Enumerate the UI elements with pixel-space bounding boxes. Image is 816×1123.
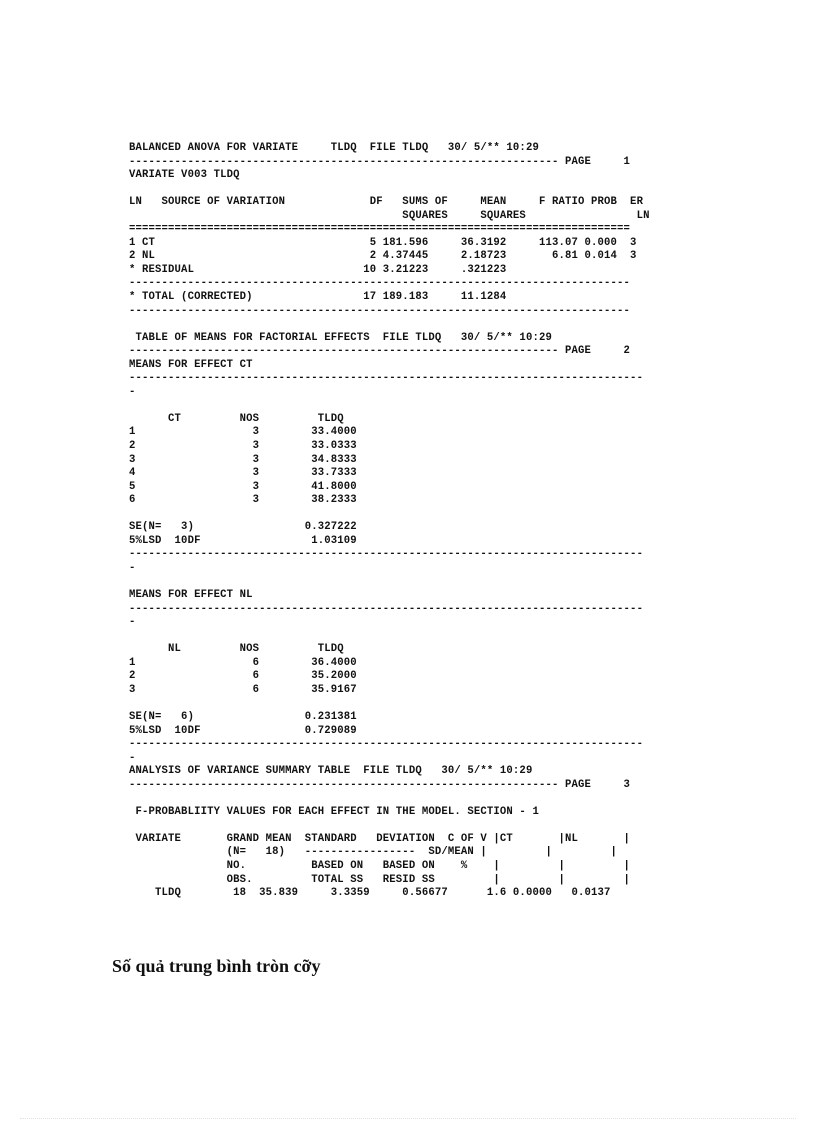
listing-line: ------------------------------------------------------------------------------- <box>129 372 644 385</box>
listing-line: TLDQ 18 35.839 3.3359 0.56677 1.6 0.0000 0.0137 <box>129 887 611 900</box>
anova-output-listing <box>129 142 650 901</box>
listing-line: 5%LSD 10DF 0.729089 <box>129 724 357 737</box>
listing-line: ------------------------------------------------------------------------------- <box>129 548 644 561</box>
listing-line: OBS. TOTAL SS RESID SS | | | <box>129 873 631 886</box>
listing-line: - <box>129 385 136 398</box>
listing-line: MEANS FOR EFFECT NL <box>129 589 253 602</box>
listing-line: ------------------------------------------------------------------------------- <box>129 738 644 751</box>
listing-line: ----------------------------------------------------------------------------- <box>129 304 631 317</box>
listing-line: 1 3 33.4000 <box>129 426 357 439</box>
listing-line: SE(N= 3) 0.327222 <box>129 521 357 534</box>
listing-line: CT NOS TLDQ <box>129 412 344 425</box>
listing-line: ------------------------------------------------------------------------------- <box>129 602 644 615</box>
listing-line: SE(N= 6) 0.231381 <box>129 710 357 723</box>
listing-line: NO. BASED ON BASED ON % | | | <box>129 859 631 872</box>
listing-line: F-PROBABLIITY VALUES FOR EACH EFFECT IN THE MODEL. SECTION - 1 <box>129 805 539 818</box>
listing-line: (N= 18) ----------------- SD/MEAN | | | <box>129 846 618 859</box>
listing-line: - <box>129 561 136 574</box>
listing-line: 2 NL 2 4.37445 2.18723 6.81 0.014 3 <box>129 250 637 263</box>
listing-line: TABLE OF MEANS FOR FACTORIAL EFFECTS FILE TLDQ 30/ 5/** 10:29 <box>129 331 552 344</box>
page-bottom-rule <box>20 1118 796 1119</box>
listing-line: * TOTAL (CORRECTED) 17 189.183 11.1284 <box>129 291 507 304</box>
listing-line: 5%LSD 10DF 1.03109 <box>129 534 357 547</box>
listing-line: VARIATE GRAND MEAN STANDARD DEVIATION C OF V |CT |NL | <box>129 832 631 845</box>
listing-line: 6 3 38.2333 <box>129 494 357 507</box>
listing-line: ------------------------------------------------------------------ PAGE 1 <box>129 155 631 168</box>
listing-line: - <box>129 751 136 764</box>
listing-line: 2 3 33.0333 <box>129 440 357 453</box>
listing-line: 3 6 35.9167 <box>129 683 357 696</box>
listing-line: VARIATE V003 TLDQ <box>129 169 240 182</box>
listing-line: ANALYSIS OF VARIANCE SUMMARY TABLE FILE TLDQ 30/ 5/** 10:29 <box>129 765 533 778</box>
listing-line: ============================================================================= <box>129 223 631 236</box>
listing-line: ------------------------------------------------------------------ PAGE 2 <box>129 345 631 358</box>
listing-line: BALANCED ANOVA FOR VARIATE TLDQ FILE TLDQ 30/ 5/** 10:29 <box>129 142 539 154</box>
listing-line: LN SOURCE OF VARIATION DF SUMS OF MEAN F RATIO PROB ER <box>129 196 644 209</box>
listing-line: NL NOS TLDQ <box>129 643 344 656</box>
listing-line: - <box>129 616 136 629</box>
listing-line: 3 3 34.8333 <box>129 453 357 466</box>
section-caption: Số quả trung bình tròn cỡy <box>112 956 321 976</box>
listing-line: ------------------------------------------------------------------ PAGE 3 <box>129 778 631 791</box>
listing-line: 5 3 41.8000 <box>129 480 357 493</box>
listing-line: ----------------------------------------------------------------------------- <box>129 277 631 290</box>
listing-line: 2 6 35.2000 <box>129 670 357 683</box>
listing-line: MEANS FOR EFFECT CT <box>129 358 253 371</box>
listing-line: 4 3 33.7333 <box>129 467 357 480</box>
listing-line: 1 6 36.4000 <box>129 656 357 669</box>
listing-line: 1 CT 5 181.596 36.3192 113.07 0.000 3 <box>129 236 637 249</box>
listing-line: SQUARES SQUARES LN <box>129 209 650 222</box>
listing-line: * RESIDUAL 10 3.21223 .321223 <box>129 263 507 276</box>
